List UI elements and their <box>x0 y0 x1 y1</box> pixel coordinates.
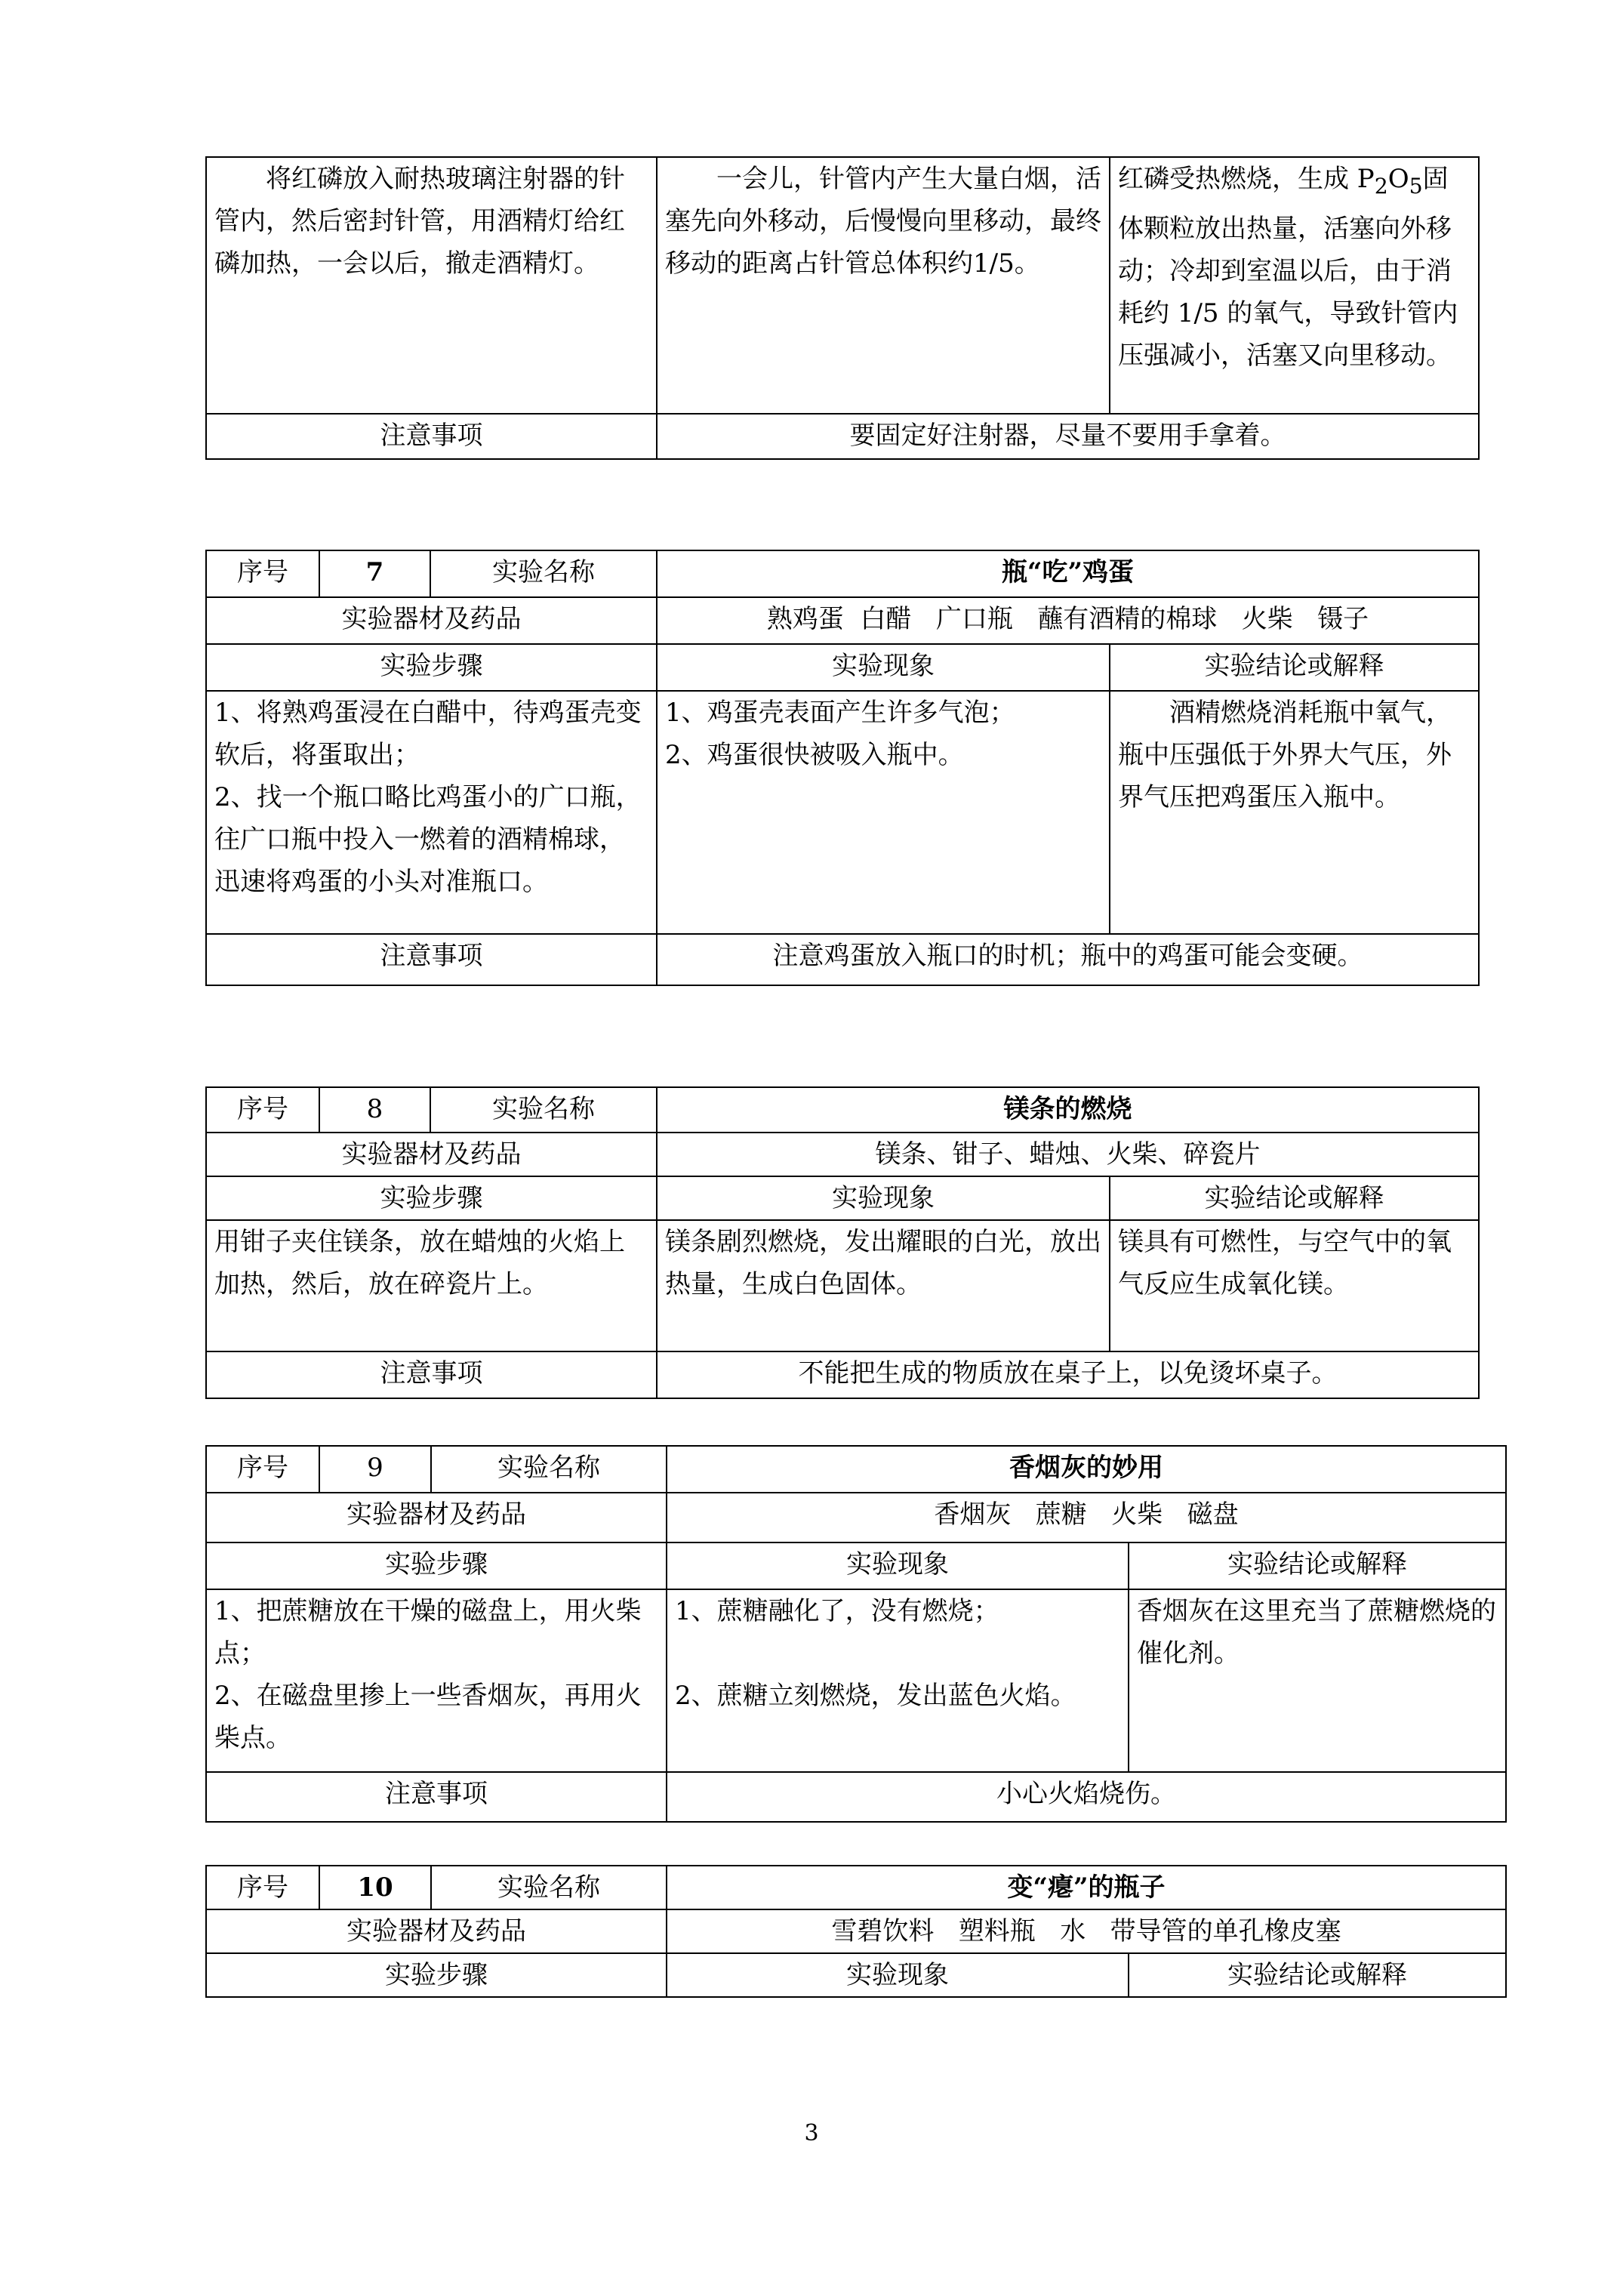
exp7-phenomenon-2: 2、鸡蛋很快被吸入瓶中。 <box>665 740 964 770</box>
exp9-number: 9 <box>319 1446 431 1493</box>
experiment-9-table <box>205 1445 1507 1823</box>
exp9-phenomenon-label: 实验现象 <box>667 1542 1129 1589</box>
exp8-seq-label: 序号 <box>206 1087 319 1133</box>
exp7-step-2: 2、找一个瓶口略比鸡蛋小的广口瓶，往广口瓶中投入一燃着的酒精棉球，迅速将鸡蛋的小头对准瓶口。 <box>214 782 642 897</box>
exp9-phenomenon-2: 2、蔗糖立刻燃烧，发出蓝色火焰。 <box>675 1681 1076 1711</box>
exp9-seq-label: 序号 <box>206 1446 319 1493</box>
experiment-7-table <box>205 550 1480 986</box>
experiment-8-table <box>205 1086 1480 1399</box>
exp7-conclusion: 酒精燃烧消耗瓶中氧气，瓶中压强低于外界大气压，外界气压把鸡蛋压入瓶中。 <box>1110 691 1479 934</box>
exp7-phenomenon-1: 1、鸡蛋壳表面产生许多气泡； <box>665 698 1015 728</box>
exp8-materials-label: 实验器材及药品 <box>206 1133 657 1176</box>
exp7-phenomenon-label: 实验现象 <box>657 644 1110 691</box>
exp6-phenomenon: 一会儿，针管内产生大量白烟，活塞先向外移动，后慢慢向里移动，最终移动的距离占针管总体积约1/5。 <box>657 157 1110 414</box>
exp10-steps-label: 实验步骤 <box>206 1953 667 1997</box>
exp7-materials-label: 实验器材及药品 <box>206 597 657 644</box>
exp8-phenomenon: 镁条剧烈燃烧，发出耀眼的白光，放出热量，生成白色固体。 <box>657 1220 1110 1351</box>
exp8-phenomenon-label: 实验现象 <box>657 1176 1110 1220</box>
exp10-seq-label: 序号 <box>206 1866 319 1909</box>
exp8-conclusion: 镁具有可燃性，与空气中的氧气反应生成氧化镁。 <box>1110 1220 1479 1351</box>
exp10-materials: 雪碧饮料 塑料瓶 水 带导管的单孔橡皮塞 <box>667 1909 1506 1953</box>
exp7-steps <box>206 691 657 934</box>
page-number: 3 <box>804 2120 819 2147</box>
exp7-conclusion-label: 实验结论或解释 <box>1110 644 1479 691</box>
exp8-conclusion-label: 实验结论或解释 <box>1110 1176 1479 1220</box>
exp9-phenomenon <box>667 1589 1129 1772</box>
exp7-notes-label: 注意事项 <box>206 934 657 985</box>
exp10-materials-label: 实验器材及药品 <box>206 1909 667 1953</box>
exp9-steps-label: 实验步骤 <box>206 1542 667 1589</box>
exp6-steps: 将红磷放入耐热玻璃注射器的针管内，然后密封针管，用酒精灯给红磷加热，一会以后，撤走酒精灯。 <box>206 157 657 414</box>
exp6-conclusion: 红磷受热燃烧，生成 $P_2O_5$固体颗粒放出热量，活塞向外移动；冷却到室温以后，由于消耗约 1/5 的氧气，导致针管内压强减小，活塞又向里移动。 <box>1110 157 1479 414</box>
exp9-steps <box>206 1589 667 1772</box>
exp10-title: 变“瘪”的瓶子 <box>667 1866 1506 1909</box>
exp8-steps-label: 实验步骤 <box>206 1176 657 1220</box>
exp6-notes-label: 注意事项 <box>206 414 657 459</box>
exp9-materials-label: 实验器材及药品 <box>206 1493 667 1542</box>
exp10-phenomenon-label: 实验现象 <box>667 1953 1129 1997</box>
exp7-steps-label: 实验步骤 <box>206 644 657 691</box>
exp9-step-2: 2、在磁盘里掺上一些香烟灰，再用火柴点。 <box>214 1681 642 1753</box>
exp7-materials: 熟鸡蛋 白醋 广口瓶 蘸有酒精的棉球 火柴 镊子 <box>657 597 1479 644</box>
exp6-notes: 要固定好注射器，尽量不要用手拿着。 <box>657 414 1479 459</box>
exp10-name-label: 实验名称 <box>431 1866 667 1909</box>
exp8-number: 8 <box>319 1087 430 1133</box>
exp9-phenomenon-1: 1、蔗糖融化了，没有燃烧； <box>675 1596 999 1626</box>
exp10-number: 10 <box>319 1866 431 1909</box>
exp9-conclusion: 香烟灰在这里充当了蔗糖燃烧的催化剂。 <box>1129 1589 1506 1772</box>
exp7-seq-label: 序号 <box>206 550 319 597</box>
exp7-number: 7 <box>319 550 430 597</box>
experiment-6-table <box>205 156 1480 460</box>
exp9-title: 香烟灰的妙用 <box>667 1446 1506 1493</box>
exp9-name-label: 实验名称 <box>431 1446 667 1493</box>
exp8-name-label: 实验名称 <box>430 1087 657 1133</box>
exp8-materials: 镁条、钳子、蜡烛、火柴、碎瓷片 <box>657 1133 1479 1176</box>
exp7-name-label: 实验名称 <box>430 550 657 597</box>
exp9-materials: 香烟灰 蔗糖 火柴 磁盘 <box>667 1493 1506 1542</box>
exp7-step-1: 1、将熟鸡蛋浸在白醋中，待鸡蛋壳变软后，将蛋取出； <box>214 698 642 770</box>
exp7-notes: 注意鸡蛋放入瓶口的时机；瓶中的鸡蛋可能会变硬。 <box>657 934 1479 985</box>
exp7-title: 瓶“吃”鸡蛋 <box>657 550 1479 597</box>
exp8-title: 镁条的燃烧 <box>657 1087 1479 1133</box>
exp10-conclusion-label: 实验结论或解释 <box>1129 1953 1506 1997</box>
exp9-notes-label: 注意事项 <box>206 1772 667 1822</box>
exp9-notes: 小心火焰烧伤。 <box>667 1772 1506 1822</box>
exp9-conclusion-label: 实验结论或解释 <box>1129 1542 1506 1589</box>
exp9-step-1: 1、把蔗糖放在干燥的磁盘上，用火柴点； <box>214 1596 642 1669</box>
exp8-notes: 不能把生成的物质放在桌子上，以免烫坏桌子。 <box>657 1351 1479 1398</box>
exp8-notes-label: 注意事项 <box>206 1351 657 1398</box>
exp8-steps: 用钳子夹住镁条，放在蜡烛的火焰上加热，然后，放在碎瓷片上。 <box>206 1220 657 1351</box>
exp7-phenomenon <box>657 691 1110 934</box>
experiment-10-table <box>205 1865 1507 1998</box>
